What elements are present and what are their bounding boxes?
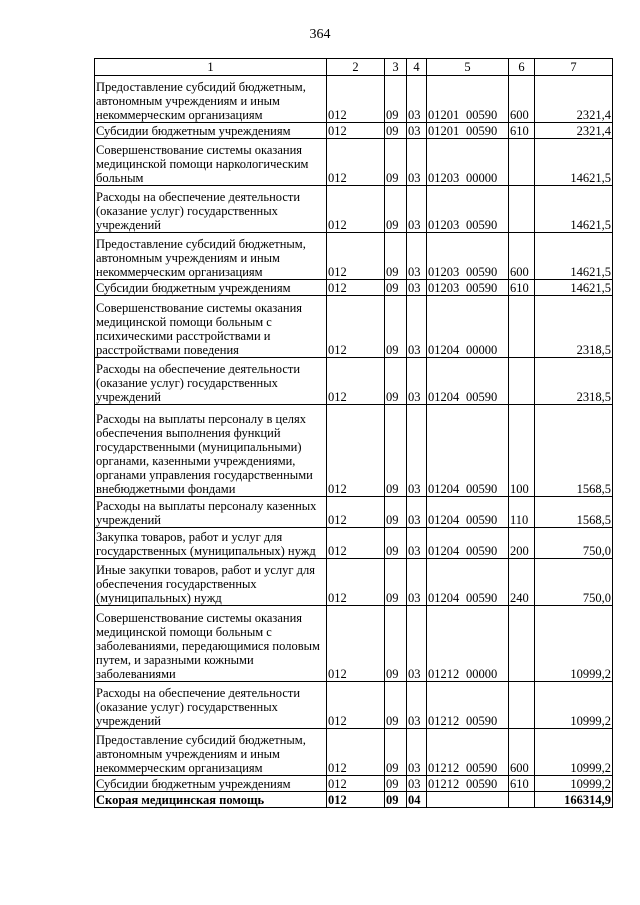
target-article-program: 01212 <box>428 761 460 775</box>
ministry-code: 012 <box>327 358 385 405</box>
expense-type-code: 600 <box>509 76 535 123</box>
section-code: 09 <box>385 123 407 139</box>
ministry-code: 012 <box>327 792 385 808</box>
target-article-program: 01204 <box>428 544 460 558</box>
target-article-direction: 00590 <box>466 281 498 295</box>
column-number-5: 5 <box>427 59 509 76</box>
expense-type-code <box>509 792 535 808</box>
expense-type-code: 100 <box>509 405 535 497</box>
target-article-code <box>427 123 509 139</box>
ministry-code: 012 <box>327 296 385 358</box>
target-article-code <box>427 186 509 233</box>
target-article-program: 01204 <box>428 390 460 404</box>
total-row <box>95 792 613 808</box>
section-code: 09 <box>385 139 407 186</box>
target-article-direction: 00590 <box>466 714 498 728</box>
amount: 2321,4 <box>535 123 613 139</box>
target-article-direction: 00590 <box>466 108 498 122</box>
subsection-code: 03 <box>407 280 427 296</box>
subsection-code: 03 <box>407 497 427 528</box>
subsection-code: 03 <box>407 139 427 186</box>
target-article-code <box>427 280 509 296</box>
amount: 14621,5 <box>535 186 613 233</box>
target-article-code <box>427 528 509 559</box>
expense-type-code: 110 <box>509 497 535 528</box>
row-name: Совершенствование системы оказания медицинской помощи больным с заболеваниями, передающимися половым путем, и заразными кожными заболеваниями <box>95 606 327 682</box>
table-row <box>95 497 613 528</box>
ministry-code: 012 <box>327 123 385 139</box>
table-row <box>95 776 613 792</box>
table-row <box>95 123 613 139</box>
column-number-6: 6 <box>509 59 535 76</box>
row-name: Расходы на обеспечение деятельности (оказание услуг) государственных учреждений <box>95 186 327 233</box>
table-row <box>95 729 613 776</box>
expense-type-code <box>509 139 535 186</box>
target-article-direction: 00590 <box>466 218 498 232</box>
table-row <box>95 358 613 405</box>
amount: 1568,5 <box>535 497 613 528</box>
row-name: Скорая медицинская помощь <box>95 792 327 808</box>
row-name: Предоставление субсидий бюджетным, автономным учреждениям и иным некоммерческим организациям <box>95 233 327 280</box>
subsection-code: 03 <box>407 405 427 497</box>
target-article-direction: 00590 <box>466 544 498 558</box>
target-article-program: 01203 <box>428 265 460 279</box>
page-number: 364 <box>309 27 331 42</box>
target-article-direction: 00590 <box>466 513 498 527</box>
table-row <box>95 405 613 497</box>
subsection-code: 03 <box>407 76 427 123</box>
target-article-program: 01204 <box>428 343 460 357</box>
table-row <box>95 559 613 606</box>
amount: 14621,5 <box>535 139 613 186</box>
subsection-code: 03 <box>407 296 427 358</box>
expense-type-code <box>509 682 535 729</box>
subsection-code: 03 <box>407 682 427 729</box>
column-number-4: 4 <box>407 59 427 76</box>
target-article-program: 01203 <box>428 281 460 295</box>
target-article-program: 01204 <box>428 513 460 527</box>
amount: 10999,2 <box>535 682 613 729</box>
section-code: 09 <box>385 792 407 808</box>
ministry-code: 012 <box>327 186 385 233</box>
section-code: 09 <box>385 296 407 358</box>
ministry-code: 012 <box>327 729 385 776</box>
amount: 2321,4 <box>535 76 613 123</box>
ministry-code: 012 <box>327 606 385 682</box>
subsection-code: 03 <box>407 528 427 559</box>
subsection-code: 03 <box>407 606 427 682</box>
amount: 750,0 <box>535 559 613 606</box>
amount: 1568,5 <box>535 405 613 497</box>
target-article-code <box>427 233 509 280</box>
section-code: 09 <box>385 280 407 296</box>
expense-type-code: 600 <box>509 233 535 280</box>
section-code: 09 <box>385 776 407 792</box>
row-name: Совершенствование системы оказания медицинской помощи больным с психическими расстройствами и расстройствами поведения <box>95 296 327 358</box>
target-article-code <box>427 729 509 776</box>
ministry-code: 012 <box>327 139 385 186</box>
target-article-direction: 00590 <box>466 777 498 791</box>
ministry-code: 012 <box>327 233 385 280</box>
amount: 14621,5 <box>535 280 613 296</box>
ministry-code: 012 <box>327 776 385 792</box>
budget-table-body <box>95 59 613 808</box>
target-article-code <box>427 776 509 792</box>
row-name: Субсидии бюджетным учреждениям <box>95 776 327 792</box>
subsection-code: 03 <box>407 358 427 405</box>
expense-type-code: 610 <box>509 776 535 792</box>
amount: 750,0 <box>535 528 613 559</box>
amount: 10999,2 <box>535 729 613 776</box>
table-row <box>95 528 613 559</box>
target-article-direction: 00590 <box>466 591 498 605</box>
target-article-program: 01212 <box>428 667 460 681</box>
target-article-code <box>427 606 509 682</box>
row-name: Иные закупки товаров, работ и услуг для обеспечения государственных (муниципальных) нужд <box>95 559 327 606</box>
target-article-program: 01204 <box>428 591 460 605</box>
expense-type-code <box>509 606 535 682</box>
subsection-code: 03 <box>407 776 427 792</box>
row-name: Предоставление субсидий бюджетным, автономным учреждениям и иным некоммерческим организациям <box>95 729 327 776</box>
row-name: Предоставление субсидий бюджетным, автономным учреждениям и иным некоммерческим организациям <box>95 76 327 123</box>
budget-table <box>94 58 613 808</box>
column-number-2: 2 <box>327 59 385 76</box>
expense-type-code <box>509 186 535 233</box>
column-number-7: 7 <box>535 59 613 76</box>
table-row <box>95 682 613 729</box>
row-name: Расходы на выплаты персоналу в целях обеспечения выполнения функций государственными (муниципальными) органами, казенными учреждениями, органами управления государственными внебюджетными фондами <box>95 405 327 497</box>
target-article-direction: 00590 <box>466 124 498 138</box>
target-article-direction: 00000 <box>466 667 498 681</box>
ministry-code: 012 <box>327 497 385 528</box>
target-article-direction: 00590 <box>466 761 498 775</box>
target-article-direction: 00000 <box>466 343 498 357</box>
section-code: 09 <box>385 528 407 559</box>
column-number-row <box>95 59 613 76</box>
row-name: Расходы на обеспечение деятельности (оказание услуг) государственных учреждений <box>95 358 327 405</box>
target-article-code <box>427 405 509 497</box>
section-code: 09 <box>385 358 407 405</box>
section-code: 09 <box>385 497 407 528</box>
table-row <box>95 139 613 186</box>
amount: 2318,5 <box>535 296 613 358</box>
target-article-direction: 00590 <box>466 265 498 279</box>
expense-type-code: 200 <box>509 528 535 559</box>
expense-type-code: 240 <box>509 559 535 606</box>
target-article-direction: 00590 <box>466 482 498 496</box>
section-code: 09 <box>385 606 407 682</box>
ministry-code: 012 <box>327 682 385 729</box>
target-article-program: 01212 <box>428 777 460 791</box>
target-article-code <box>427 76 509 123</box>
column-number-3: 3 <box>385 59 407 76</box>
ministry-code: 012 <box>327 528 385 559</box>
target-article-code <box>427 682 509 729</box>
ministry-code: 012 <box>327 280 385 296</box>
expense-type-code: 610 <box>509 280 535 296</box>
ministry-code: 012 <box>327 559 385 606</box>
target-article-code <box>427 358 509 405</box>
subsection-code: 03 <box>407 123 427 139</box>
target-article-program: 01212 <box>428 714 460 728</box>
table-row <box>95 76 613 123</box>
column-number-1: 1 <box>95 59 327 76</box>
table-row <box>95 296 613 358</box>
target-article-program: 01201 <box>428 124 460 138</box>
expense-type-code: 600 <box>509 729 535 776</box>
target-article-code <box>427 559 509 606</box>
target-article-code <box>427 139 509 186</box>
target-article-direction: 00000 <box>466 171 498 185</box>
subsection-code: 04 <box>407 792 427 808</box>
section-code: 09 <box>385 233 407 280</box>
amount: 10999,2 <box>535 606 613 682</box>
amount: 14621,5 <box>535 233 613 280</box>
target-article-code <box>427 792 509 808</box>
target-article-code <box>427 296 509 358</box>
expense-type-code <box>509 358 535 405</box>
target-article-program: 01203 <box>428 218 460 232</box>
row-name: Субсидии бюджетным учреждениям <box>95 123 327 139</box>
ministry-code: 012 <box>327 405 385 497</box>
subsection-code: 03 <box>407 559 427 606</box>
section-code: 09 <box>385 76 407 123</box>
subsection-code: 03 <box>407 233 427 280</box>
target-article-program: 01203 <box>428 171 460 185</box>
target-article-program: 01201 <box>428 108 460 122</box>
target-article-code <box>427 497 509 528</box>
row-name: Расходы на выплаты персоналу казенных учреждений <box>95 497 327 528</box>
section-code: 09 <box>385 186 407 233</box>
section-code: 09 <box>385 729 407 776</box>
section-code: 09 <box>385 405 407 497</box>
target-article-direction: 00590 <box>466 390 498 404</box>
row-name: Расходы на обеспечение деятельности (оказание услуг) государственных учреждений <box>95 682 327 729</box>
table-row <box>95 233 613 280</box>
amount: 166314,9 <box>535 792 613 808</box>
section-code: 09 <box>385 559 407 606</box>
table-row <box>95 186 613 233</box>
row-name: Субсидии бюджетным учреждениям <box>95 280 327 296</box>
table-row <box>95 606 613 682</box>
expense-type-code <box>509 296 535 358</box>
row-name: Закупка товаров, работ и услуг для государственных (муниципальных) нужд <box>95 528 327 559</box>
table-row <box>95 280 613 296</box>
target-article-program: 01204 <box>428 482 460 496</box>
ministry-code: 012 <box>327 76 385 123</box>
section-code: 09 <box>385 682 407 729</box>
subsection-code: 03 <box>407 186 427 233</box>
expense-type-code: 610 <box>509 123 535 139</box>
subsection-code: 03 <box>407 729 427 776</box>
amount: 2318,5 <box>535 358 613 405</box>
amount: 10999,2 <box>535 776 613 792</box>
row-name: Совершенствование системы оказания медицинской помощи наркологическим больным <box>95 139 327 186</box>
